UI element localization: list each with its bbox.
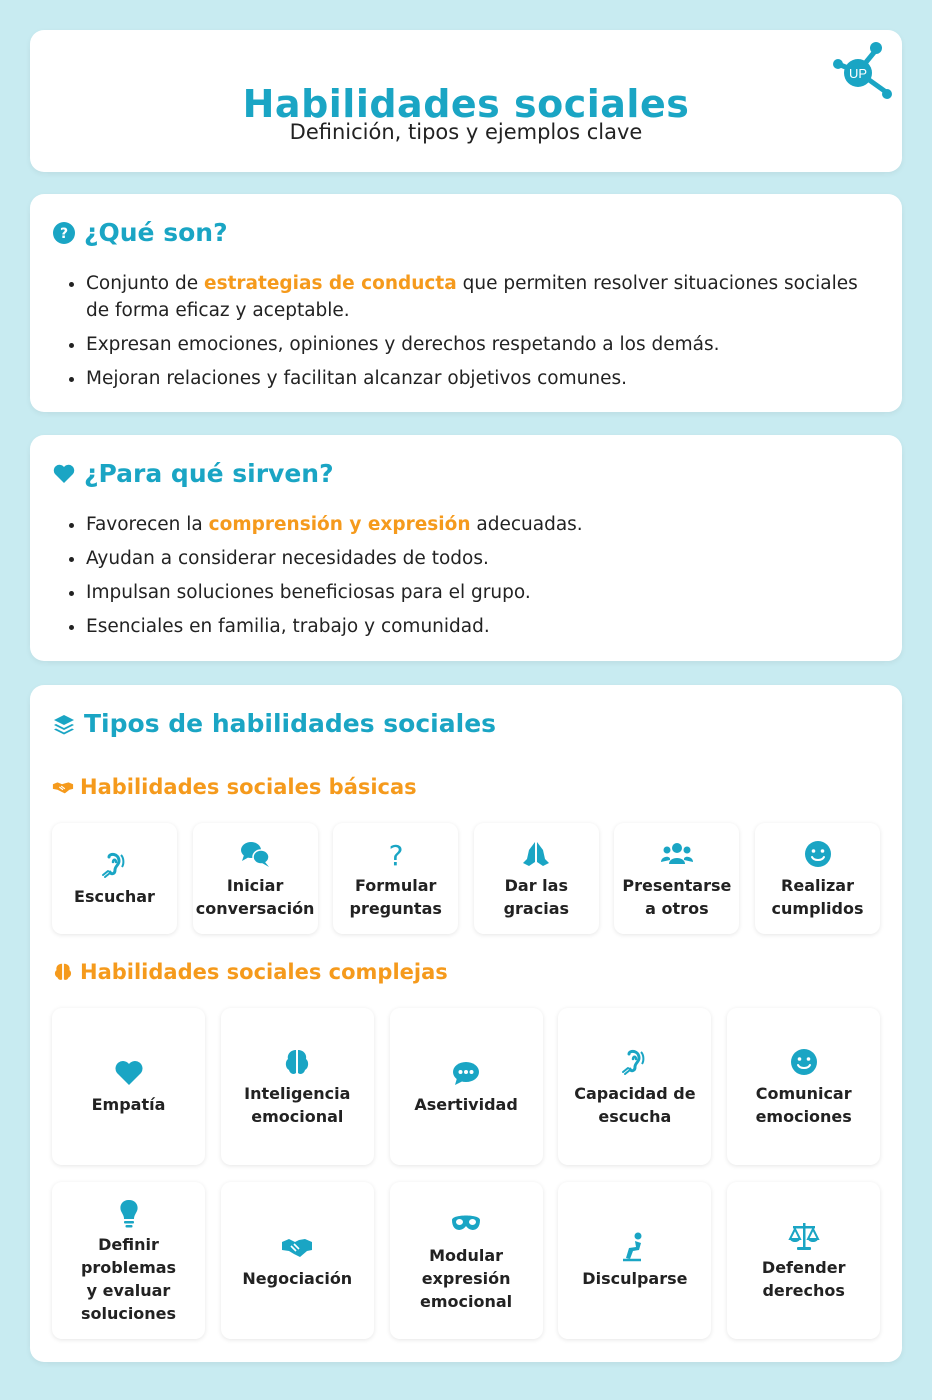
skill-tile [52,1008,205,1165]
para-que-title [52,459,334,488]
chat-bubbles-icon [239,838,271,870]
skill-label: Empatía [91,1095,166,1114]
people-icon [661,838,693,870]
skill-label: Escuchar [74,887,155,906]
up-logo-icon [832,38,894,100]
header-card [30,30,902,172]
skill-tile [558,1182,711,1339]
question-circle-icon [52,221,76,245]
highlight-text: comprensión y expresión [208,514,471,535]
skill-label: Dar las gracias [503,875,570,918]
complejas-title-text: Habilidades sociales complejas [80,960,448,984]
skill-label: Comunicar emociones [755,1083,852,1126]
tipos-title-text: Tipos de habilidades sociales [84,709,497,738]
list-item: • Expresan emociones, opiniones y derechos respetando a los demás. [86,331,880,358]
skill-label: Disculparse [582,1269,688,1288]
skill-tile [52,1182,205,1339]
que-son-list [66,270,880,399]
list-item: • Esenciales en familia, trabajo y comunidad. [86,613,880,640]
svg-text:?: ? [388,838,404,870]
page-subtitle: Definición, tipos y ejemplos clave [289,120,643,144]
heart-icon [113,1057,145,1089]
list-item: • Ayudan a considerar necesidades de todos. [86,545,880,572]
mask-icon [450,1208,482,1240]
handshake-icon [281,1231,313,1263]
speech-dots-icon [450,1057,482,1089]
ear-icon [99,849,131,881]
skill-label: Definir problemas y evaluar soluciones [80,1234,177,1323]
list-item: • Mejoran relaciones y facilitan alcanzar objetivos comunes. [86,365,880,392]
skill-label: Asertividad [414,1095,518,1114]
handshake-icon [52,776,74,798]
skill-tile [727,1008,880,1165]
skill-label: Negociación [242,1269,353,1288]
skill-tile [614,823,739,934]
ear-icon [619,1046,651,1078]
skill-tile [390,1008,543,1165]
skill-tile [390,1182,543,1339]
basicas-title-text: Habilidades sociales básicas [80,775,417,799]
skill-tile [52,823,177,934]
praying-hands-icon [520,838,552,870]
skill-label: Presentarse a otros [622,875,732,918]
skill-tile [333,823,458,934]
que-son-title-text: ¿Qué son? [84,218,228,247]
highlight-text: estrategias de conducta [204,273,457,294]
skill-label: Iniciar conversación [195,875,315,918]
lightbulb-icon [113,1197,145,1229]
tipos-card [30,685,902,1362]
kneeling-person-icon [619,1231,651,1263]
skill-label: Realizar cumplidos [771,875,864,918]
para-que-card [30,435,902,661]
para-que-list [66,511,880,647]
para-que-title-text: ¿Para qué sirven? [84,459,334,488]
que-son-title [52,218,228,247]
skill-tile [474,823,599,934]
brain-icon [52,961,74,983]
page-title: Habilidades sociales [242,82,690,126]
skill-tile [727,1182,880,1339]
skill-label: Capacidad de escucha [574,1083,696,1126]
heart-icon [52,462,76,486]
skill-label: Formular preguntas [349,875,442,918]
layers-icon [52,712,76,736]
list-item: • Conjunto de estrategias de conducta que permiten resolver situaciones sociales de forma eficaz y aceptable. [86,270,880,324]
skill-tile [221,1182,374,1339]
que-son-card [30,194,902,412]
tipos-title [52,709,496,738]
smile-icon [788,1046,820,1078]
complejas-title [52,960,448,984]
skill-tile [221,1008,374,1165]
logo-text: UP [848,66,868,81]
skill-label: Modular expresión emocional [420,1246,513,1311]
skill-tile [193,823,318,934]
basicas-title [52,775,417,799]
skill-label: Defender derechos [761,1257,846,1300]
list-item: • Favorecen la comprensión y expresión adecuadas. [86,511,880,538]
svg-text:?: ? [59,225,69,242]
skill-tile [558,1008,711,1165]
skill-label: Inteligencia emocional [244,1083,351,1126]
list-item: • Impulsan soluciones beneficiosas para el grupo. [86,579,880,606]
smile-icon [802,838,834,870]
scale-icon [788,1220,820,1252]
question-icon [380,838,412,870]
brain-icon [281,1046,313,1078]
skill-tile [755,823,880,934]
